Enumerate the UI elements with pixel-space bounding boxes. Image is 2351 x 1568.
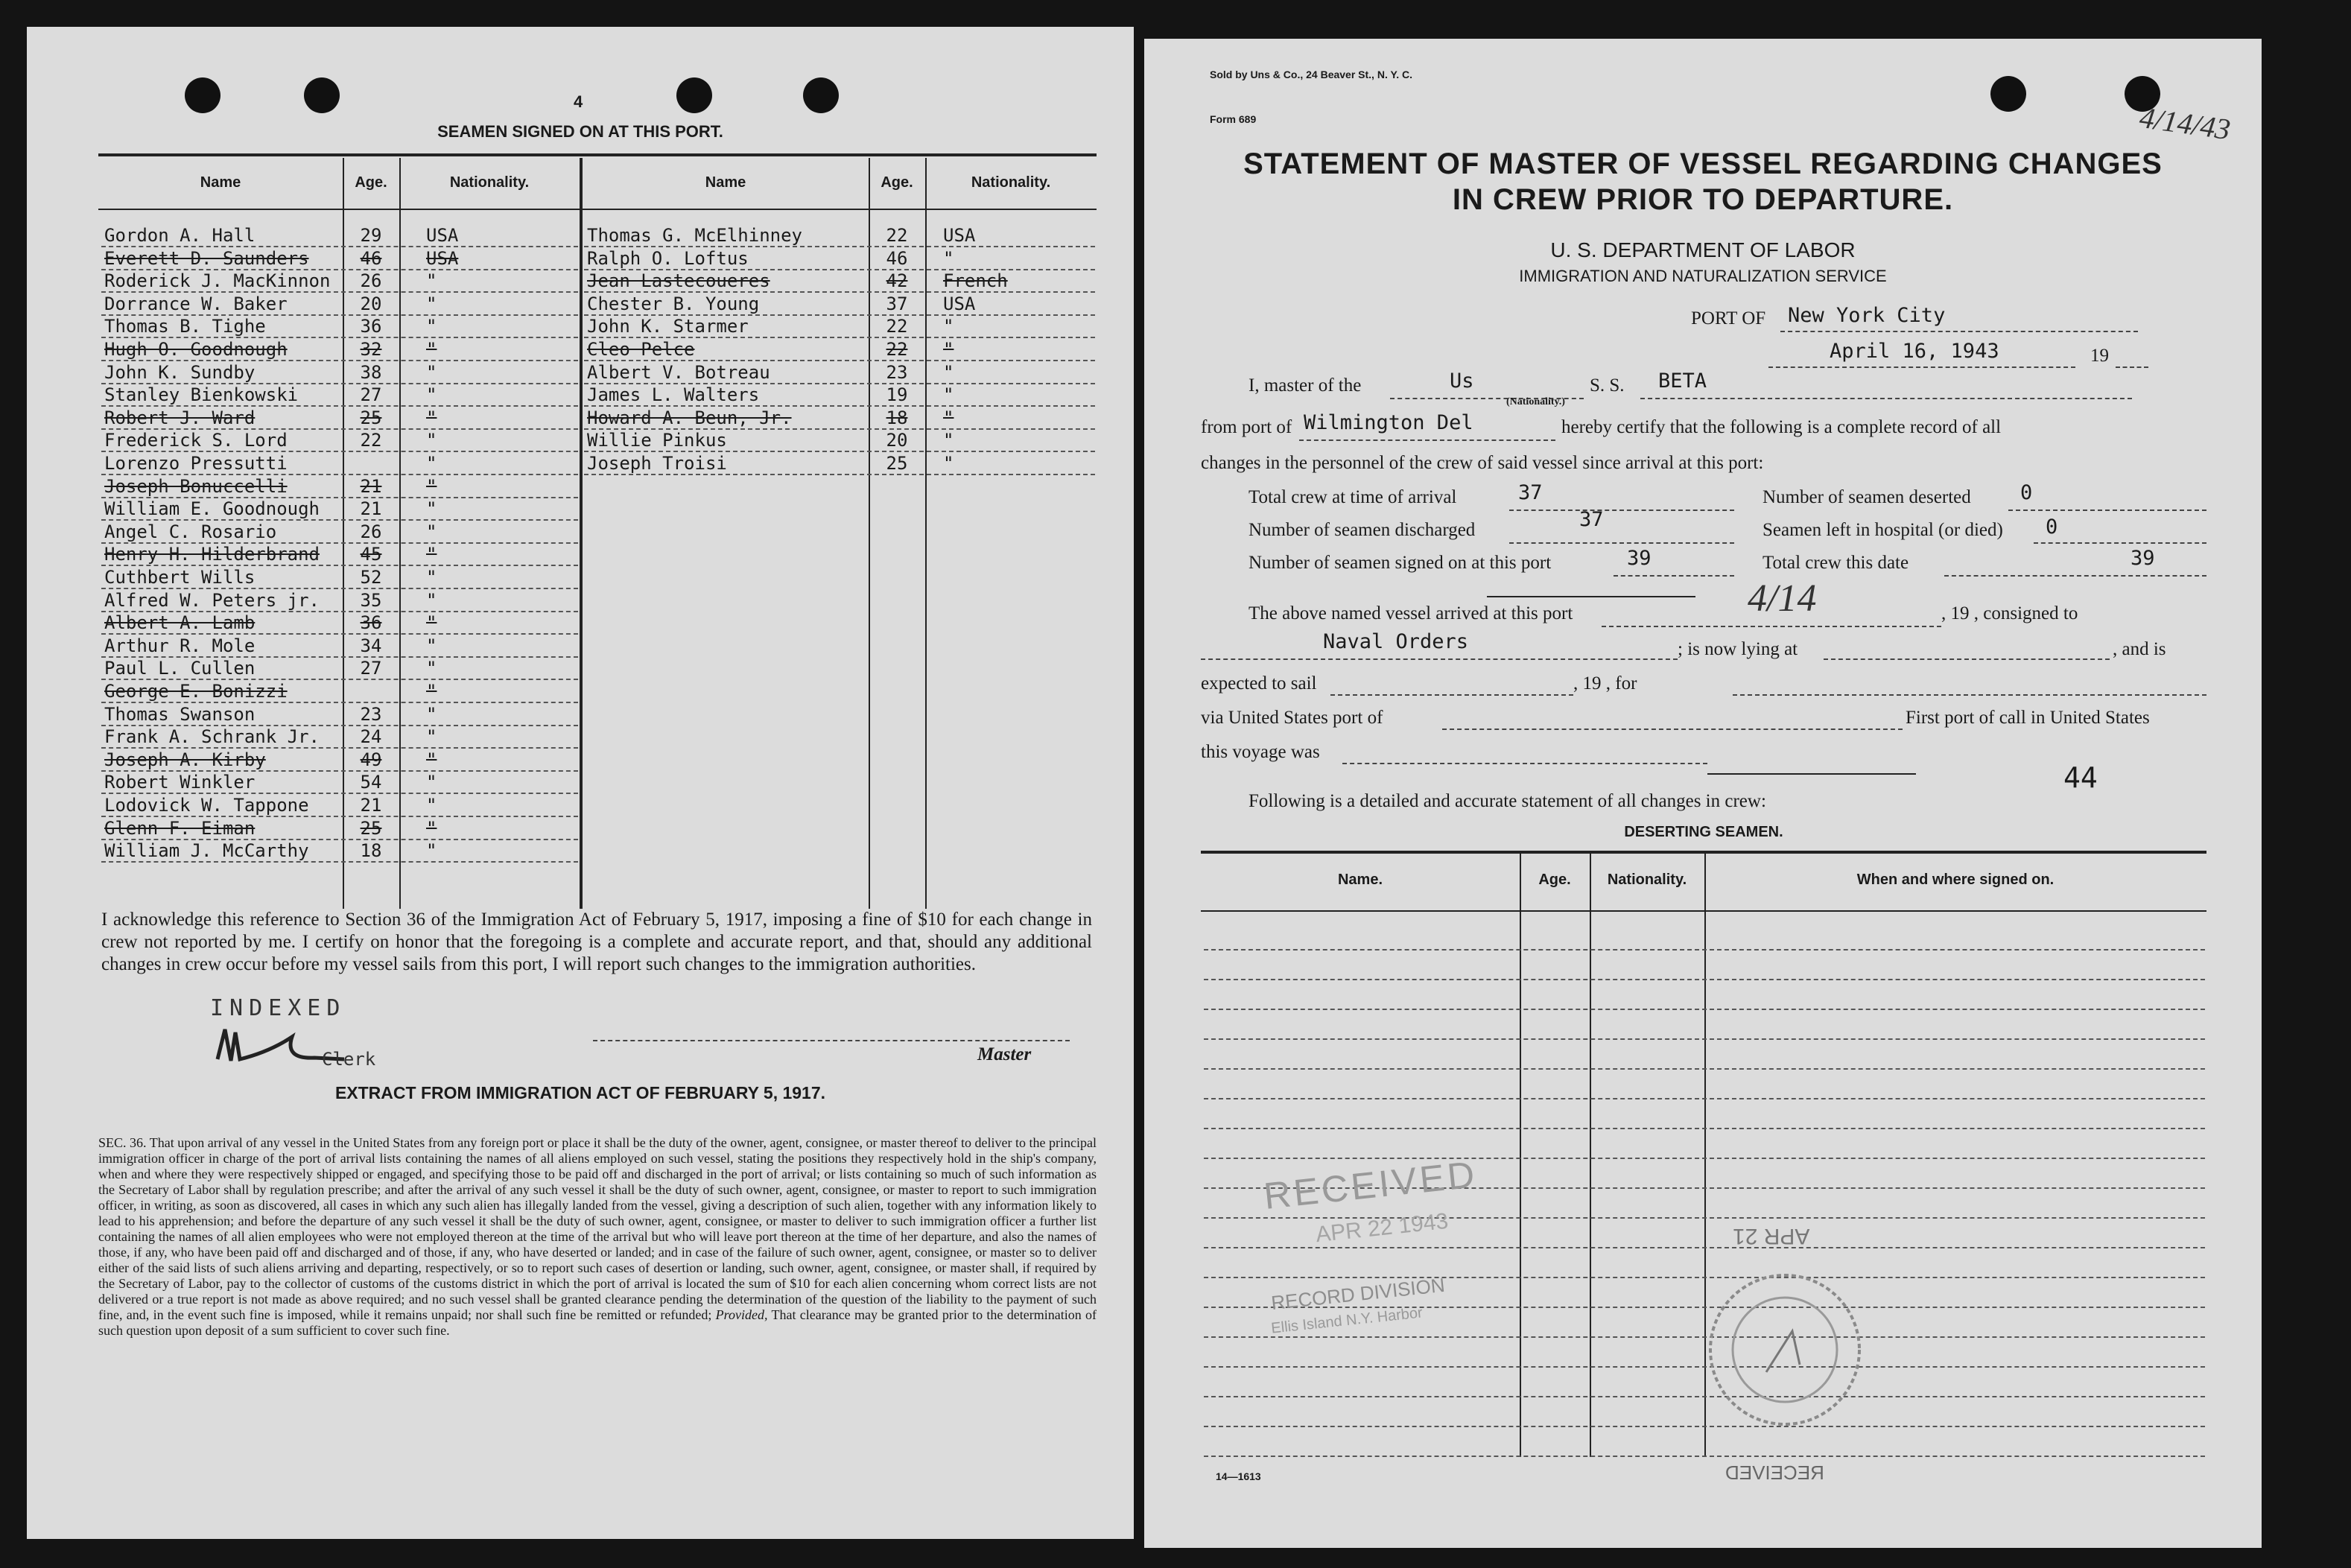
provided-label: Provided,: [715, 1307, 768, 1322]
form-title-line1: STATEMENT OF MASTER OF VESSEL REGARDING CHANGES: [1243, 147, 2163, 180]
seaman-age: 18: [886, 407, 908, 428]
table-row-rule: [584, 405, 1095, 407]
table-row-rule: [101, 246, 578, 247]
consigned-label: , 19 , consigned to: [1941, 603, 2078, 623]
table-row: [1204, 1247, 2205, 1248]
seaman-age: 25: [360, 407, 382, 428]
table-row-rule: [101, 793, 578, 794]
arrived-label: The above named vessel arrived at this port: [1249, 603, 1573, 623]
seaman-age: 23: [360, 704, 382, 725]
seaman-age: 46: [360, 248, 382, 269]
table-row: [1204, 949, 2205, 950]
table-row-rule: [584, 337, 1095, 338]
seaman-name: Chester B. Young: [587, 293, 760, 314]
seaman-age: 26: [360, 521, 382, 542]
for-label: , 19 , for: [1573, 673, 1637, 693]
seaman-name: Paul L. Cullen: [104, 658, 256, 679]
seaman-name: Lorenzo Pressutti: [104, 453, 288, 474]
col-header-age: Age.: [355, 174, 387, 191]
date-value: April 16, 1943: [1830, 340, 1999, 363]
col-header-nationality-2: Nationality.: [971, 174, 1051, 191]
seaman-nationality: ": [943, 316, 954, 337]
vessel-name: BETA: [1658, 369, 1707, 393]
seaman-name: Frank A. Schrank Jr.: [104, 726, 320, 747]
seaman-age: 20: [886, 430, 908, 451]
table-row-rule: [101, 588, 578, 589]
seaman-age: 22: [886, 225, 908, 246]
seaman-age: 27: [360, 384, 382, 405]
seaman-nationality: ": [426, 635, 437, 656]
changes-text: changes in the personnel of the crew of said vessel since arrival at this port:: [1201, 453, 1764, 473]
table-top-rule: [98, 153, 1097, 156]
seaman-nationality: ": [426, 818, 437, 839]
form-number: Form 689: [1210, 113, 1257, 125]
seaman-nationality: ": [943, 339, 954, 360]
seaman-nationality: ": [426, 681, 437, 702]
seal-stamp-icon: [1695, 1260, 1874, 1439]
form-title-line2: IN CREW PRIOR TO DEPARTURE.: [1452, 183, 1954, 216]
seaman-age: 23: [886, 362, 908, 383]
punch-hole: [676, 77, 712, 113]
seaman-name: Joseph Bonuccelli: [104, 476, 288, 497]
table-row-rule: [101, 633, 578, 635]
seaman-nationality: ": [426, 521, 437, 542]
total-date-label: Total crew this date: [1763, 553, 1909, 573]
deserting-col-nationality: Nationality.: [1607, 872, 1687, 888]
seaman-nationality: ": [426, 772, 437, 793]
table-row-rule: [101, 291, 578, 293]
section-tail: That clearance may be granted prior to the determination of such question upon deposit of a sum sufficient to cover such fine.: [98, 1307, 1097, 1338]
seaman-nationality: ": [426, 316, 437, 337]
following-text: Following is a detailed and accurate statement of all changes in crew:: [1249, 791, 1766, 811]
seaman-nationality: ": [426, 704, 437, 725]
seaman-age: 22: [886, 316, 908, 337]
seaman-nationality: ": [943, 453, 954, 474]
ellis-island: Ellis Island N.Y. Harbor: [1270, 1304, 1424, 1337]
table-row-rule: [584, 291, 1095, 293]
seaman-name: Joseph A. Kirby: [104, 749, 266, 770]
deserting-col-age: Age.: [1538, 872, 1571, 888]
voyage-label: this voyage was: [1201, 742, 1320, 762]
seaman-age: 24: [360, 726, 382, 747]
seaman-name: John K. Starmer: [587, 316, 749, 337]
seaman-age: 22: [360, 430, 382, 451]
extract-title: EXTRACT FROM IMMIGRATION ACT OF FEBRUARY 5, 1917.: [334, 1083, 826, 1102]
discharged-value: 37: [1579, 508, 1604, 531]
seaman-name: Thomas Swanson: [104, 704, 256, 725]
left-page: [27, 27, 1134, 1539]
from-port-value: Wilmington Del: [1304, 411, 1473, 434]
seaman-nationality: ": [426, 544, 437, 565]
table-row: [1204, 1098, 2205, 1099]
from-port-label: from port of: [1201, 417, 1292, 437]
record-division: RECORD DIVISION: [1270, 1273, 1446, 1315]
seaman-name: Albert A. Lamb: [104, 612, 256, 633]
seaman-age: 22: [886, 339, 908, 360]
table-row-rule: [101, 679, 578, 680]
seaman-age: 29: [360, 225, 382, 246]
seaman-name: Frederick S. Lord: [104, 430, 288, 451]
punch-hole: [803, 77, 839, 113]
table-row-rule: [584, 246, 1095, 247]
seaman-age: 54: [360, 772, 382, 793]
seaman-age: 45: [360, 544, 382, 565]
table-row: [1204, 1068, 2205, 1070]
seaman-name: Stanley Bienkowski: [104, 384, 299, 405]
seaman-name: Hugh O. Goodnough: [104, 339, 288, 360]
punch-hole: [304, 77, 340, 113]
discharged-label: Number of seamen discharged: [1249, 520, 1476, 540]
section-36-text: [98, 1135, 1097, 1339]
seaman-age: 37: [886, 293, 908, 314]
seaman-nationality: ": [426, 795, 437, 816]
seaman-age: 49: [360, 749, 382, 770]
seaman-name: Robert Winkler: [104, 772, 256, 793]
col-header-name: Name: [200, 174, 241, 191]
received-reversed: RECEIVED: [1725, 1461, 1824, 1484]
seaman-nationality: ": [426, 840, 437, 861]
seaman-name: Willie Pinkus: [587, 430, 727, 451]
port-value: New York City: [1788, 304, 1946, 327]
seaman-nationality: ": [943, 430, 954, 451]
form-code: 14—1613: [1216, 1470, 1261, 1482]
via-label: via United States port of: [1201, 708, 1383, 728]
seaman-nationality: ": [943, 384, 954, 405]
table-row-rule: [101, 337, 578, 338]
deserting-table-top: [1201, 851, 2206, 854]
seaman-name: Cleo Pelce: [587, 339, 695, 360]
seaman-name: Everett D. Saunders: [104, 248, 309, 269]
port-label: PORT OF: [1691, 308, 1766, 328]
ss-label: S. S.: [1590, 375, 1625, 396]
seaman-nationality: ": [426, 590, 437, 611]
seaman-name: Lodovick W. Tappone: [104, 795, 309, 816]
seaman-name: Angel C. Rosario: [104, 521, 277, 542]
left-title: SEAMEN SIGNED ON AT THIS PORT.: [437, 122, 723, 141]
table-row: [1204, 979, 2205, 980]
table-row: [1204, 1009, 2205, 1010]
table-row: [1204, 1456, 2205, 1457]
table-row-rule: [101, 565, 578, 566]
clerk-label: Clerk: [322, 1049, 376, 1070]
table-row-rule: [101, 360, 578, 361]
seaman-age: 21: [360, 498, 382, 519]
seaman-age: 34: [360, 635, 382, 656]
printer-credit: Sold by Uns & Co., 24 Beaver St., N. Y. C.: [1210, 69, 1413, 80]
col-header-name-2: Name: [705, 174, 746, 191]
page-count: 44: [2063, 761, 2098, 794]
seaman-name: Jean Lastecoueres: [587, 270, 770, 291]
section-label: SEC. 36.: [98, 1135, 147, 1150]
hospital-value: 0: [2046, 515, 2058, 539]
seaman-nationality: ": [426, 567, 437, 588]
signed-on-label: Number of seamen signed on at this port: [1249, 553, 1552, 573]
col-header-age-2: Age.: [881, 174, 913, 191]
seaman-nationality: ": [426, 658, 437, 679]
seaman-age: 42: [886, 270, 908, 291]
hospital-label: Seamen left in hospital (or died): [1763, 520, 2003, 540]
table-row-rule: [584, 451, 1095, 452]
table-row-rule: [101, 747, 578, 749]
punch-hole: [185, 77, 220, 113]
seaman-name: Thomas G. McElhinney: [587, 225, 802, 246]
seaman-nationality: ": [426, 293, 437, 314]
table-row-rule: [584, 474, 1095, 475]
seaman-name: Joseph Troisi: [587, 453, 727, 474]
table-row-rule: [101, 702, 578, 703]
right-page: [1144, 39, 2262, 1548]
table-row-rule: [101, 519, 578, 521]
seaman-age: 21: [360, 795, 382, 816]
seaman-name: Roderick J. MacKinnon: [104, 270, 331, 291]
table-row: [1204, 1038, 2205, 1040]
seaman-age: 25: [886, 453, 908, 474]
seaman-age: 36: [360, 316, 382, 337]
seaman-nationality: ": [426, 384, 437, 405]
seaman-nationality: ": [426, 453, 437, 474]
seaman-name: George E. Bonizzi: [104, 681, 288, 702]
master-signature-line: [593, 1040, 1070, 1041]
seaman-name: Alfred W. Peters jr.: [104, 590, 320, 611]
seaman-name: Arthur R. Mole: [104, 635, 256, 656]
seaman-name: William E. Goodnough: [104, 498, 320, 519]
page-number: 4: [574, 92, 583, 111]
seaman-name: Howard A. Beun, Jr.: [587, 407, 792, 428]
seaman-nationality: USA: [426, 225, 459, 246]
seaman-age: 52: [360, 567, 382, 588]
first-port-label: First port of call in United States: [1906, 708, 2150, 728]
signed-on-value: 39: [1627, 547, 1652, 570]
apr-stamp: APR 21: [1733, 1224, 1810, 1248]
seaman-age: 27: [360, 658, 382, 679]
seaman-age: 19: [886, 384, 908, 405]
table-row-rule: [101, 451, 578, 452]
expected-label: expected to sail: [1201, 673, 1317, 693]
seaman-nationality: USA: [943, 225, 976, 246]
seaman-nationality: ": [943, 407, 954, 428]
nationality-caption: (Nationality.): [1506, 396, 1565, 407]
received-stamp: RECEIVED: [1261, 1153, 1479, 1217]
deserted-label: Number of seamen deserted: [1763, 487, 1971, 507]
deserting-title: DESERTING SEAMEN.: [1624, 824, 1783, 840]
seaman-nationality: ": [426, 476, 437, 497]
seaman-name: John K. Sundby: [104, 362, 256, 383]
seaman-name: William J. McCarthy: [104, 840, 309, 861]
seaman-name: Cuthbert Wills: [104, 567, 256, 588]
total-arrival-value: 37: [1518, 481, 1543, 504]
seaman-age: 46: [886, 248, 908, 269]
seaman-nationality: USA: [943, 293, 976, 314]
seaman-name: Dorrance W. Baker: [104, 293, 288, 314]
seaman-name: Ralph O. Loftus: [587, 248, 749, 269]
total-arrival-label: Total crew at time of arrival: [1249, 487, 1457, 507]
table-row: [1204, 1128, 2205, 1129]
seaman-name: Robert J. Ward: [104, 407, 256, 428]
table-row-rule: [101, 861, 578, 863]
seaman-nationality: ": [426, 498, 437, 519]
seaman-age: 20: [360, 293, 382, 314]
seaman-name: Gordon A. Hall: [104, 225, 256, 246]
arrived-value: 4/14: [1748, 577, 1817, 620]
section-body: That upon arrival of any vessel in the United States from any foreign port or place it shall be the duty of the owner, agent, consignee, or master thereof to deliver to the principal immigration officer in charge of the port of arrival lists containing the names of all aliens employed on such vessel, stating the positions they respectively hold in the ship's company, when and where they were respectively shipped or engaged, and specifying those to be paid off and discharged in the port of arrival; or lists containing so much of such information as the Secretary of Labor shall by regulation prescribe; and after the arrival of any such vessel it shall be the duty of such owner, agent, consignee, or master to report to such immigration officer, in writing, as soon as discovered, all cases in which any such alien has illegally landed from the vessel, giving a description of such alien, together with any information likely to lead to his apprehension; and before the departure of any such vessel it shall be the duty of such owner, agent, consignee, or master to deliver to such immigration officer a further list containing the names of all alien employees who were not employed thereon at the time of the arrival but who will leave port thereon at the time of her departure, and also the names of those, if any, who have been paid off and discharged and of those, if any, who have deserted or landed; and in case of the failure of such owner, agent, consignee, or master so to deliver either of the said lists of such aliens arriving and departing, respectively, or so to report such cases of desertion or landing, such owner, agent, consignee, or master shall, if required by the Secretary of Labor, pay to the collector of customs of the customs district in which the port of arrival is located the sum of $10 for each alien concerning whom correct lists are not delivered or a true report is not made as above required; and no such vessel shall be granted clearance pending the determination of the question of the liability to the payment of such fine, and, in the event such fine is imposed, while it remains unpaid; nor shall such fine be remitted or refunded;: [98, 1135, 1097, 1322]
table-row-rule: [101, 816, 578, 817]
seaman-nationality: ": [943, 248, 954, 269]
seaman-nationality: French: [943, 270, 1008, 291]
deserted-value: 0: [2020, 481, 2033, 504]
seaman-name: James L. Walters: [587, 384, 760, 405]
acknowledgment-text: I acknowledge this reference to Section 36 of the Immigration Act of February 5, 1917, imposing a fine of $10 for each change in crew not reported by me. I certify on honor that the foregoing is a complete and accurate report, and that, should any additional changes in crew occur before my vessel sails from this port, I will report such changes to the immigration authorities.: [101, 910, 1092, 974]
indexed-stamp: INDEXED: [210, 995, 346, 1021]
table-row-rule: [101, 405, 578, 407]
table-row-rule: [101, 474, 578, 475]
seaman-nationality: ": [426, 749, 437, 770]
table-row-rule: [584, 360, 1095, 361]
deserting-col-signed-on: When and where signed on.: [1856, 872, 2055, 888]
seaman-nationality: USA: [426, 248, 459, 269]
seaman-age: 38: [360, 362, 382, 383]
table-header-rule: [98, 209, 1097, 210]
seaman-nationality: ": [426, 407, 437, 428]
punch-hole: [1990, 76, 2026, 112]
seaman-nationality: ": [426, 362, 437, 383]
department-name: U. S. DEPARTMENT OF LABOR: [1550, 238, 1856, 261]
master-label: Master: [977, 1044, 1032, 1064]
seaman-nationality: ": [943, 362, 954, 383]
seaman-name: Albert V. Botreau: [587, 362, 770, 383]
col-header-nationality: Nationality.: [449, 174, 530, 191]
seaman-name: Henry H. Hilderbrand: [104, 544, 320, 565]
seaman-age: 26: [360, 270, 382, 291]
seaman-nationality: ": [426, 612, 437, 633]
seaman-name: Thomas B. Tighe: [104, 316, 266, 337]
total-date-value: 39: [2131, 547, 2155, 570]
seaman-nationality: ": [426, 726, 437, 747]
seaman-name: Glenn F. Eiman: [104, 818, 256, 839]
seaman-nationality: ": [426, 339, 437, 360]
date-year-suffix: 19: [2090, 346, 2109, 366]
seaman-age: 36: [360, 612, 382, 633]
handwritten-date: 4/14/43: [2137, 100, 2233, 147]
certify-text: hereby certify that the following is a complete record of all: [1561, 417, 2002, 437]
nationality-value: Us: [1450, 369, 1474, 393]
table-row: [1204, 1158, 2205, 1159]
seaman-age: 18: [360, 840, 382, 861]
received-date: APR 22 1943: [1314, 1208, 1450, 1248]
deserting-col-name: Name.: [1337, 872, 1383, 888]
and-is-label: , and is: [2113, 639, 2166, 659]
lying-label: ; is now lying at: [1678, 639, 1798, 659]
consignee-value: Naval Orders: [1323, 630, 1469, 653]
service-name: IMMIGRATION AND NATURALIZATION SERVICE: [1519, 267, 1887, 285]
seaman-age: 25: [360, 818, 382, 839]
seaman-age: 32: [360, 339, 382, 360]
seaman-age: 21: [360, 476, 382, 497]
seaman-nationality: ": [426, 430, 437, 451]
seaman-nationality: ": [426, 270, 437, 291]
seaman-age: 35: [360, 590, 382, 611]
master-of-label: I, master of the: [1249, 375, 1362, 396]
